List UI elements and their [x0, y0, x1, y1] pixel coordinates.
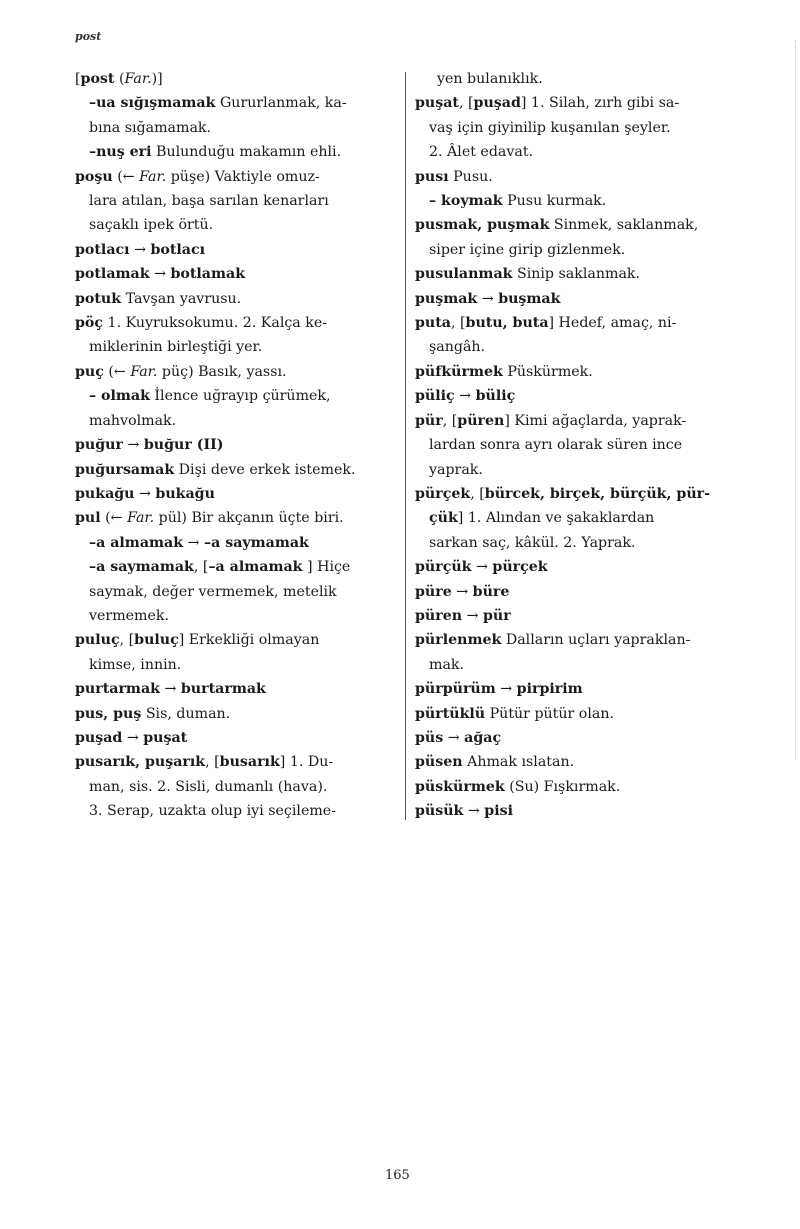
- headword: poşu: [75, 168, 113, 185]
- headword: post: [80, 71, 115, 87]
- dictionary-line: [415, 677, 745, 701]
- dictionary-line: [415, 384, 745, 408]
- headword: püliç: [415, 388, 455, 405]
- definition-text: İlence uğrayıp çürümek,: [149, 388, 331, 405]
- definition-text: , [: [193, 559, 209, 576]
- dictionary-line: [75, 555, 397, 579]
- definition-text: Dişi deve erkek istemek.: [174, 461, 356, 478]
- dictionary-line: [415, 628, 745, 652]
- definition-text: pül) Bir akçanın üçte biri.: [154, 510, 344, 527]
- dictionary-line: [415, 555, 745, 579]
- headword: büliç: [475, 388, 516, 405]
- dictionary-line: [415, 189, 745, 213]
- dictionary-line: [75, 531, 397, 555]
- dictionary-line: [75, 91, 397, 115]
- definition-text: (←: [112, 168, 140, 185]
- headword: buğur (II): [143, 437, 224, 454]
- headword: püsük: [415, 803, 464, 820]
- headword: purtarmak: [75, 681, 160, 698]
- definition-text: yaprak.: [429, 461, 483, 478]
- headword: bürcek, birçek, bürçük, pür-: [484, 485, 710, 502]
- definition-text: , [: [470, 485, 485, 502]
- dictionary-line: [75, 189, 397, 213]
- definition-text: →: [463, 803, 485, 820]
- dictionary-line: [75, 287, 397, 311]
- headword: puluç: [75, 632, 120, 649]
- definition-text: →: [159, 681, 181, 698]
- headword: pusmak, puşmak: [415, 217, 550, 234]
- headword: püre: [415, 583, 452, 600]
- etymology-source: Far.: [127, 510, 155, 527]
- headword: busarık: [219, 754, 280, 771]
- dictionary-line: [415, 262, 745, 286]
- definition-text: (Su) Fışkırmak.: [504, 778, 621, 795]
- dictionary-line: [75, 628, 397, 652]
- definition-text: →: [451, 583, 473, 600]
- dictionary-line: [415, 458, 745, 482]
- headword: botlamak: [170, 266, 246, 283]
- left-column: [75, 67, 397, 824]
- headword: püfkürmek: [415, 363, 503, 380]
- definition-text: lara atılan, başa sarılan kenarları: [89, 193, 329, 210]
- definition-text: Sinip saklanmak.: [512, 266, 641, 283]
- headword: –a almamak: [89, 534, 184, 551]
- dictionary-line: [415, 165, 745, 189]
- definition-text: bına sığamamak.: [89, 119, 212, 136]
- dictionary-line: [75, 726, 397, 750]
- definition-text: püç) Basık, yassı.: [157, 363, 287, 380]
- headword: pür: [482, 607, 511, 624]
- column-divider: [405, 72, 406, 820]
- headword: püsen: [415, 754, 463, 771]
- headword: pusarık, puşarık: [75, 754, 206, 771]
- headword: buluç: [134, 632, 179, 649]
- definition-text: mahvolmak.: [89, 412, 177, 429]
- dictionary-line: [415, 775, 745, 799]
- definition-text: →: [129, 241, 151, 258]
- definition-text: →: [122, 437, 144, 454]
- page-number: 165: [385, 1168, 410, 1183]
- headword: püren: [457, 412, 505, 429]
- definition-text: püşe) Vaktiyle omuz-: [166, 168, 320, 185]
- dictionary-line: [415, 116, 745, 140]
- definition-text: ] Erkekliği olmayan: [178, 632, 320, 649]
- dictionary-line: [75, 116, 397, 140]
- definition-text: siper içine girip gizlenmek.: [429, 241, 626, 258]
- headword: pürlenmek: [415, 632, 502, 649]
- headword: pürtüklü: [415, 705, 486, 722]
- dictionary-line: [415, 409, 745, 433]
- headword: – olmak: [89, 388, 150, 405]
- definition-text: →: [134, 485, 156, 502]
- definition-text: (←: [100, 510, 128, 527]
- definition-text: →: [495, 681, 517, 698]
- definition-text: Püskürmek.: [502, 363, 593, 380]
- definition-text: ] 1. Du-: [279, 754, 334, 771]
- dictionary-line: [415, 433, 745, 457]
- definition-text: sarkan saç, kâkül. 2. Yaprak.: [429, 534, 636, 551]
- headword: – koymak: [429, 193, 503, 210]
- dictionary-line: [415, 335, 745, 359]
- dictionary-line: [415, 67, 745, 91]
- headword: pöç: [75, 315, 104, 332]
- headword: –ua sığışmamak: [89, 95, 216, 112]
- definition-text: →: [443, 729, 465, 746]
- dictionary-line: [75, 775, 397, 799]
- headword: pür: [415, 412, 443, 429]
- dictionary-line: [75, 384, 397, 408]
- dictionary-line: [415, 213, 745, 237]
- dictionary-line: [415, 653, 745, 677]
- dictionary-line: [75, 702, 397, 726]
- headword: botlacı: [150, 241, 206, 258]
- headword: buşmak: [498, 290, 561, 307]
- definition-text: Gururlanmak, ka-: [215, 95, 347, 112]
- definition-text: ] Hedef, amaç, ni-: [548, 315, 677, 332]
- etymology-source: Far.: [124, 71, 152, 87]
- definition-text: şangâh.: [429, 339, 486, 356]
- dictionary-line: [75, 311, 397, 335]
- dictionary-line: [415, 360, 745, 384]
- definition-text: ] 1. Alından ve şakaklardan: [457, 510, 655, 527]
- definition-text: 1. Kuyruksokumu. 2. Kalça ke-: [103, 315, 328, 332]
- etymology-source: Far.: [139, 168, 167, 185]
- dictionary-line: [415, 140, 745, 164]
- dictionary-line: [75, 335, 397, 359]
- dictionary-line: [415, 287, 745, 311]
- headword: puşat: [415, 95, 459, 112]
- definition-text: [: [75, 71, 81, 87]
- dictionary-line: [75, 140, 397, 164]
- headword: pus, puş: [75, 705, 142, 722]
- dictionary-line: [75, 67, 397, 91]
- headword: –a saymamak: [203, 534, 309, 551]
- dictionary-line: [415, 604, 745, 628]
- dictionary-line: [415, 531, 745, 555]
- dictionary-line: [415, 311, 745, 335]
- definition-text: lardan sonra ayrı olarak süren ince: [429, 437, 683, 454]
- headword: –nuş eri: [89, 144, 152, 161]
- dictionary-line: [75, 433, 397, 457]
- dictionary-line: [415, 238, 745, 262]
- definition-text: ] Kimi ağaçlarda, yaprak-: [504, 412, 687, 429]
- definition-text: miklerinin birleştiği yer.: [89, 339, 263, 356]
- headword: butu, buta: [465, 315, 549, 332]
- dictionary-line: [75, 750, 397, 774]
- headword: büre: [472, 583, 510, 600]
- definition-text: Sinmek, saklanmak,: [549, 217, 699, 234]
- definition-text: Dalların uçları yapraklan-: [501, 632, 691, 649]
- definition-text: Pusu kurmak.: [502, 193, 607, 210]
- definition-text: yen bulanıklık.: [437, 71, 543, 87]
- dictionary-line: [415, 580, 745, 604]
- definition-text: →: [462, 607, 483, 624]
- definition-text: Tavşan yavrusu.: [121, 290, 242, 307]
- definition-text: man, sis. 2. Sisli, dumanlı (hava).: [89, 778, 328, 795]
- definition-text: (←: [103, 363, 131, 380]
- definition-text: 2. Âlet edavat.: [429, 144, 534, 161]
- headword: pusulanmak: [415, 266, 513, 283]
- headword: püs: [415, 729, 444, 746]
- headword: –a saymamak: [89, 559, 194, 576]
- definition-text: →: [122, 729, 144, 746]
- definition-text: →: [149, 266, 171, 283]
- headword: çük: [429, 510, 458, 527]
- dictionary-line: [415, 506, 745, 530]
- definition-text: →: [471, 559, 493, 576]
- dictionary-line: [75, 458, 397, 482]
- headword: puğur: [75, 437, 123, 454]
- headword: puç: [75, 363, 104, 380]
- definition-text: vermemek.: [89, 607, 169, 624]
- dictionary-line: [75, 677, 397, 701]
- headword: –a almamak: [208, 559, 303, 576]
- dictionary-line: [75, 482, 397, 506]
- headword: püskürmek: [415, 778, 505, 795]
- definition-text: →: [183, 534, 204, 551]
- definition-text: Ahmak ıslatan.: [462, 754, 575, 771]
- headword: puşat: [143, 729, 188, 746]
- dictionary-line: [415, 750, 745, 774]
- scan-edge-artifact: [789, 40, 796, 760]
- definition-text: →: [454, 388, 476, 405]
- headword: pirpirim: [516, 681, 583, 698]
- dictionary-line: [415, 726, 745, 750]
- definition-text: Bulunduğu makamın ehli.: [151, 144, 342, 161]
- dictionary-line: [415, 702, 745, 726]
- headword: puşad: [473, 95, 521, 112]
- dictionary-line: [415, 482, 745, 506]
- definition-text: (: [114, 71, 125, 87]
- definition-text: Sis, duman.: [141, 705, 231, 722]
- headword: puğursamak: [75, 461, 175, 478]
- definition-text: Pütür pütür olan.: [485, 705, 614, 722]
- dictionary-line: [415, 91, 745, 115]
- definition-text: Pusu.: [448, 168, 493, 185]
- headword: burtarmak: [180, 681, 266, 698]
- dictionary-line: [75, 262, 397, 286]
- headword: ağaç: [464, 729, 502, 746]
- definition-text: , [: [458, 95, 474, 112]
- headword: pürpürüm: [415, 681, 496, 698]
- headword: pusı: [415, 168, 449, 185]
- headword: puta: [415, 315, 451, 332]
- definition-text: , [: [205, 754, 220, 771]
- definition-text: kimse, innin.: [89, 656, 182, 673]
- dictionary-line: [415, 799, 745, 823]
- headword: pürçek: [415, 485, 471, 502]
- headword: pürçük: [415, 559, 472, 576]
- definition-text: vaş için giyinilip kuşanılan şeyler.: [429, 119, 671, 136]
- headword: potuk: [75, 290, 122, 307]
- definition-text: saçaklı ipek örtü.: [89, 217, 214, 234]
- dictionary-line: [75, 653, 397, 677]
- definition-text: )]: [151, 71, 163, 87]
- definition-text: , [: [442, 412, 458, 429]
- dictionary-line: [75, 165, 397, 189]
- dictionary-line: [75, 799, 397, 823]
- headword: potlacı: [75, 241, 130, 258]
- right-column: [415, 67, 745, 824]
- running-head: post: [75, 30, 102, 43]
- headword: bukağu: [155, 485, 215, 502]
- definition-text: 3. Serap, uzakta olup iyi seçileme-: [89, 803, 336, 820]
- definition-text: , [: [119, 632, 135, 649]
- definition-text: →: [477, 290, 499, 307]
- definition-text: ] Hiçe: [302, 559, 351, 576]
- headword: püren: [415, 607, 463, 624]
- definition-text: , [: [450, 315, 466, 332]
- headword: pisi: [484, 803, 513, 820]
- definition-text: mak.: [429, 656, 465, 673]
- definition-text: ] 1. Silah, zırh gibi sa-: [520, 95, 680, 112]
- dictionary-line: [75, 213, 397, 237]
- dictionary-line: [75, 360, 397, 384]
- headword: pukağu: [75, 485, 135, 502]
- headword: pürçek: [492, 559, 548, 576]
- dictionary-line: [75, 506, 397, 530]
- headword: potlamak: [75, 266, 150, 283]
- dictionary-line: [75, 409, 397, 433]
- headword: pul: [75, 510, 101, 527]
- headword: puşmak: [415, 290, 478, 307]
- definition-text: saymak, değer vermemek, metelik: [89, 583, 337, 600]
- etymology-source: Far.: [130, 363, 158, 380]
- headword: puşad: [75, 729, 123, 746]
- dictionary-line: [75, 238, 397, 262]
- dictionary-line: [75, 580, 397, 604]
- dictionary-line: [75, 604, 397, 628]
